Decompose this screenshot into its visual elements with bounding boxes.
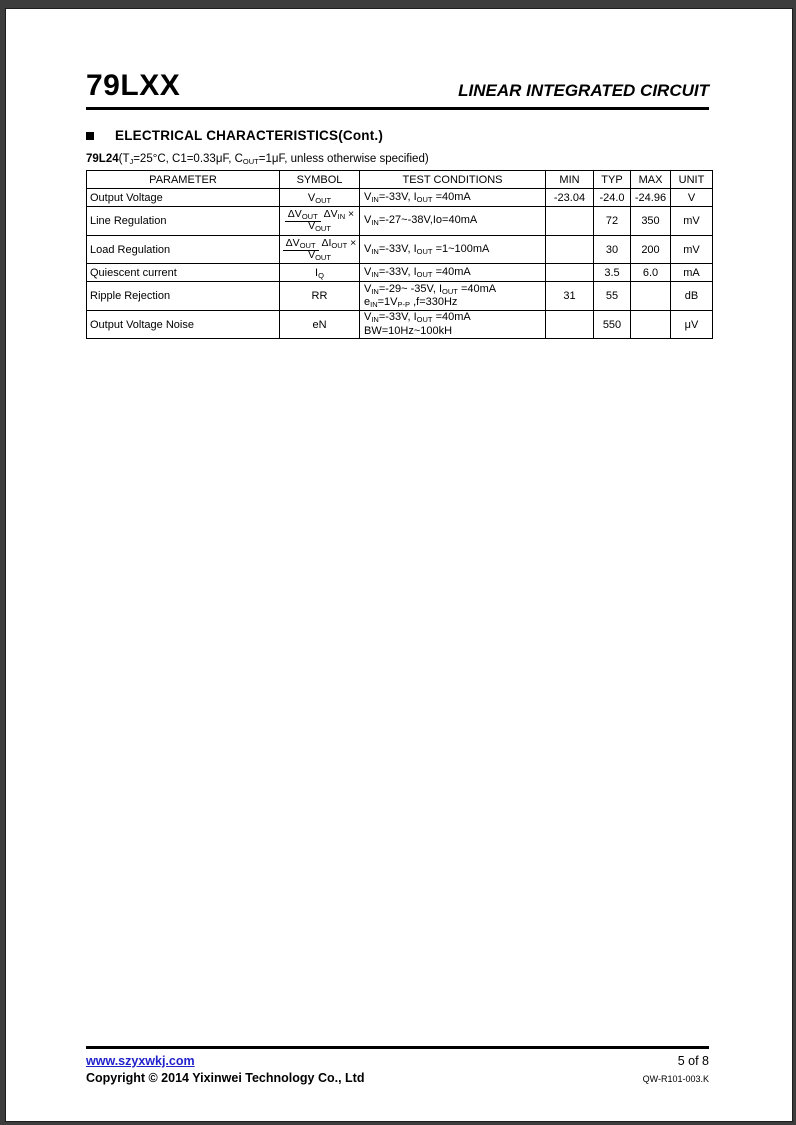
masthead: [86, 9, 709, 101]
cell-max: -24.96: [631, 189, 671, 207]
table-row-quiescent-current: [87, 264, 713, 282]
cell-typ: -24.0: [594, 189, 631, 207]
masthead-rule: [86, 107, 709, 110]
cell-typ: 30: [594, 236, 631, 264]
cell-min: [546, 264, 594, 282]
cell-typ: 550: [594, 311, 631, 339]
fraction-denominator: $\Delta V_{IN} \times V_{OUT}$: [308, 208, 355, 233]
footer: [86, 1046, 709, 1085]
website-link[interactable]: www.szyxwkj.com: [86, 1054, 195, 1068]
condition-line: BW=10Hz~100kH: [364, 324, 453, 337]
conditions-line: [86, 153, 709, 165]
page-content: [6, 9, 792, 1121]
cell-typ: 55: [594, 282, 631, 311]
cell-unit: mA: [671, 264, 713, 282]
cell-min: [546, 311, 594, 339]
footer-row-2: [86, 1071, 709, 1085]
table-row-ripple-rejection: [87, 282, 713, 311]
table-row-line-regulation: [87, 207, 713, 236]
cell-symbol: $I_Q$: [280, 264, 360, 282]
doc-title: LINEAR INTEGRATED CIRCUIT: [458, 81, 709, 100]
column-header-symbol: SYMBOL: [280, 171, 360, 189]
cell-conditions: $V_{IN}=-33V$, $I_{OUT} =40mA$: [360, 189, 546, 207]
fraction-symbol: [280, 238, 359, 261]
cell-max: [631, 282, 671, 311]
footer-rule: [86, 1046, 709, 1049]
cell-unit: V: [671, 189, 713, 207]
cell-parameter: Quiescent current: [87, 264, 280, 282]
cell-unit: mV: [671, 207, 713, 236]
cell-min: 31: [546, 282, 594, 311]
condition-line: $e_{IN}=1V_{P-P}$ ,f=330Hz: [364, 296, 458, 309]
column-header-max: MAX: [631, 171, 671, 189]
cell-symbol: eN: [280, 311, 360, 339]
cell-parameter: Load Regulation: [87, 236, 280, 264]
datasheet-page: [5, 8, 793, 1122]
cell-min: [546, 236, 594, 264]
conditions-text: ($T_J=25^\circ C$, C1=0.33μF, $C_{OUT}=1\mu F$, unless otherwise specified): [118, 153, 429, 166]
cell-max: 6.0: [631, 264, 671, 282]
footer-row-1: [86, 1054, 709, 1068]
cell-parameter: Line Regulation: [87, 207, 280, 236]
table-header-row: [87, 171, 713, 189]
cell-conditions: $V_{IN}=-27\sim-38V,Io=40mA$: [360, 207, 546, 236]
cell-unit: μV: [671, 311, 713, 339]
cell-conditions: [360, 282, 546, 311]
fraction-numerator: $\Delta V_{OUT}$: [283, 237, 319, 251]
cell-symbol: $V_{OUT}$: [280, 189, 360, 207]
part-number-bold: 79L24: [86, 153, 119, 165]
fraction-denominator: $\Delta I_{OUT} \times V_{OUT}$: [308, 236, 357, 262]
column-header-conditions: TEST CONDITIONS: [360, 171, 546, 189]
cell-symbol: [280, 236, 360, 264]
cell-min: [546, 207, 594, 236]
cell-unit: mV: [671, 236, 713, 264]
part-number-title: 79LXX: [86, 69, 181, 102]
column-header-typ: TYP: [594, 171, 631, 189]
section-heading: [86, 128, 709, 143]
cell-symbol: [280, 207, 360, 236]
cell-min: -23.04: [546, 189, 594, 207]
electrical-characteristics-table: [86, 170, 713, 339]
column-header-min: MIN: [546, 171, 594, 189]
cell-max: 350: [631, 207, 671, 236]
cell-conditions: [360, 311, 546, 339]
section-title: ELECTRICAL CHARACTERISTICS(Cont.): [115, 128, 384, 143]
cell-unit: dB: [671, 282, 713, 311]
cell-conditions: $V_{IN}=-33V$, $I_{OUT} =40mA$: [360, 264, 546, 282]
column-header-parameter: PARAMETER: [87, 171, 280, 189]
condition-line: $V_{IN}=-33V$, $I_{OUT} =40mA$: [364, 311, 471, 324]
fraction-symbol: [280, 209, 359, 232]
cell-max: [631, 311, 671, 339]
table-row-load-regulation: [87, 236, 713, 264]
cell-max: 200: [631, 236, 671, 264]
cell-parameter: Output Voltage: [87, 189, 280, 207]
cell-typ: 72: [594, 207, 631, 236]
cell-symbol: RR: [280, 282, 360, 311]
page-indicator: 5 of 8: [677, 1054, 709, 1068]
table-row-output-voltage: [87, 189, 713, 207]
bullet-square-icon: [86, 132, 94, 140]
cell-parameter: Ripple Rejection: [87, 282, 280, 311]
cell-typ: 3.5: [594, 264, 631, 282]
fraction-numerator: $\Delta V_{OUT}$: [285, 208, 321, 222]
cell-conditions: $V_{IN}=-33V$, $I_{OUT}$ =1~100mA: [360, 236, 546, 264]
condition-line: $V_{IN}=-29\sim$ -35V, $I_{OUT} =40mA$: [364, 282, 497, 296]
column-header-unit: UNIT: [671, 171, 713, 189]
cell-parameter: Output Voltage Noise: [87, 311, 280, 339]
table-row-output-voltage-noise: [87, 311, 713, 339]
copyright-text: Copyright © 2014 Yixinwei Technology Co., Ltd: [86, 1071, 365, 1085]
doc-code: QW-R101-003.K: [642, 1074, 709, 1084]
